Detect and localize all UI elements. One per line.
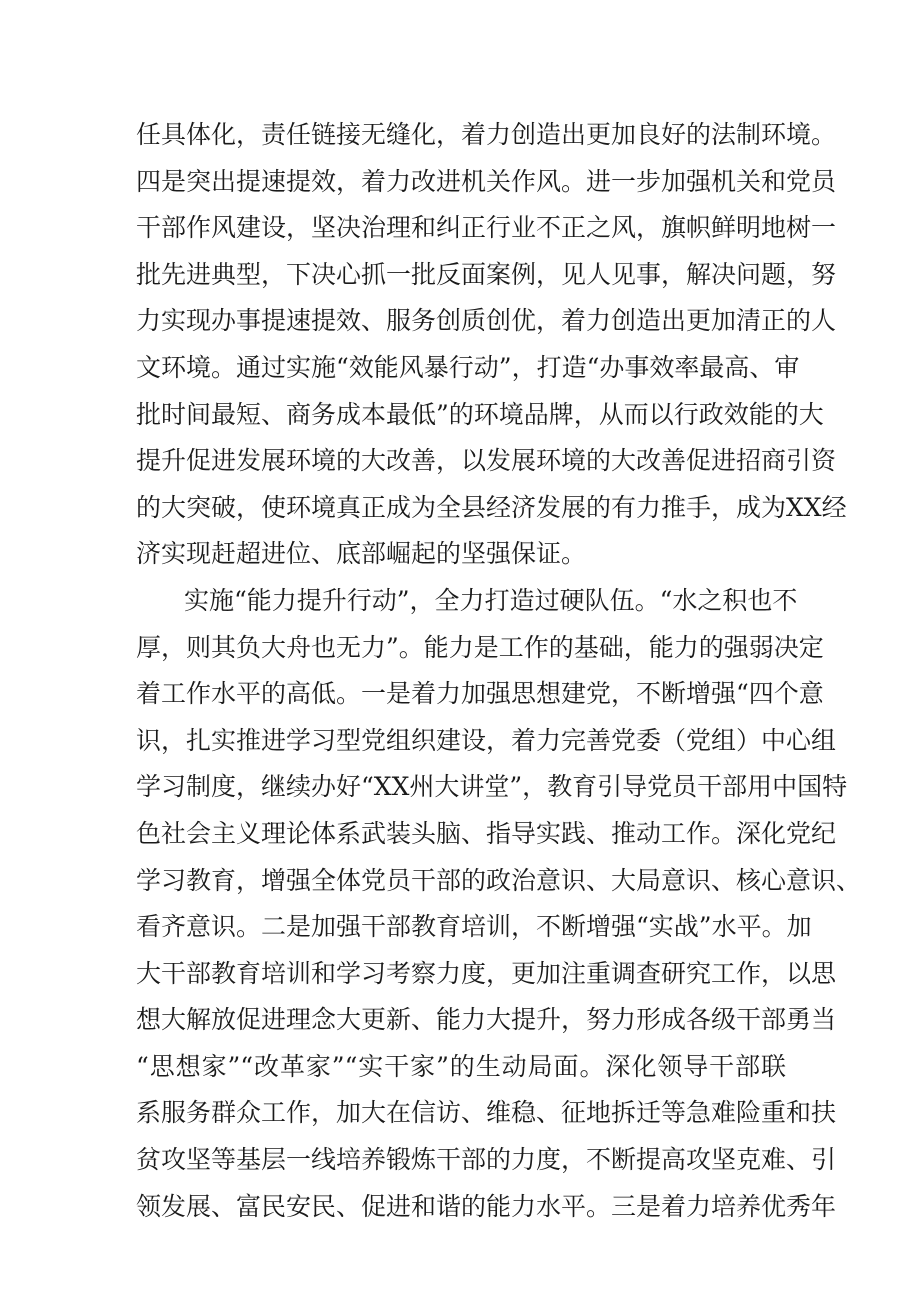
text-line: 提升促进发展环境的大改善，以发展环境的大改善促进招商引资 — [136, 446, 837, 476]
text-line: 系服务群众工作，加大在信访、维稳、征地拆迁等急难险重和扶 — [136, 1098, 837, 1128]
text-line: 文环境。通过实施“效能风暴行动”，打造“办事效率最高、审 — [136, 352, 800, 382]
text-line: 批先进典型，下决心抓一批反面案例，见人见事，解决问题，努 — [136, 259, 837, 289]
text-line: 干部作风建设，坚决治理和纠正行业不正之风，旗帜鲜明地树一 — [136, 213, 837, 243]
text-line: 四是突出提速提效，着力改进机关作风。进一步加强机关和党员 — [136, 166, 837, 196]
text-line: 识，扎实推进学习型党组织建设，着力完善党委（党组）中心组 — [136, 725, 837, 755]
text-line: 任具体化，责任链接无缝化，着力创造出更加良好的法制环境。 — [136, 120, 837, 149]
text-line: “思想家”“改革家”“实干家”的生动局面。深化领导干部联 — [136, 1051, 786, 1081]
text-line: 色社会主义理论体系武装头脑、指导实践、推动工作。深化党纪 — [136, 818, 837, 848]
paragraph-first-line: 实施“能力提升行动”，全力打造过硬队伍。“水之积也不 — [184, 585, 798, 615]
text-line: 领发展、富民安民、促进和谐的能力水平。三是着力培养优秀年 — [136, 1191, 837, 1221]
paragraph-last-line: 济实现赶超进位、底部崛起的坚强保证。 — [136, 539, 587, 569]
text-line: 批时间最短、商务成本最低”的环境品牌，从而以行政效能的大 — [136, 399, 824, 429]
text-line: 学习制度，继续办好“XX州大讲堂”，教育引导党员干部用中国特 — [136, 772, 848, 802]
text-line: 学习教育，增强全体党员干部的政治意识、大局意识、核心意识、 — [136, 865, 862, 895]
text-line: 着工作水平的高低。一是着力加强思想建党，不断增强“四个意 — [136, 679, 824, 709]
text-line: 贫攻坚等基层一线培养锻炼干部的力度，不断提高攻坚克难、引 — [136, 1145, 837, 1175]
text-line: 厚，则其负大舟也无力”。能力是工作的基础，能力的强弱决定 — [136, 632, 824, 662]
text-line: 看齐意识。二是加强干部教育培训，不断增强“实战”水平。加 — [136, 912, 812, 942]
text-line: 的大突破，使环境真正成为全县经济发展的有力推手，成为XX经 — [136, 492, 847, 522]
text-line: 大干部教育培训和学习考察力度，更加注重调查研究工作，以思 — [136, 958, 837, 988]
text-line: 想大解放促进理念大更新、能力大提升，努力形成各级干部勇当 — [136, 1005, 837, 1035]
body-text — [136, 112, 862, 1230]
text-line: 力实现办事提速提效、服务创质创优，着力创造出更加清正的人 — [136, 306, 837, 336]
